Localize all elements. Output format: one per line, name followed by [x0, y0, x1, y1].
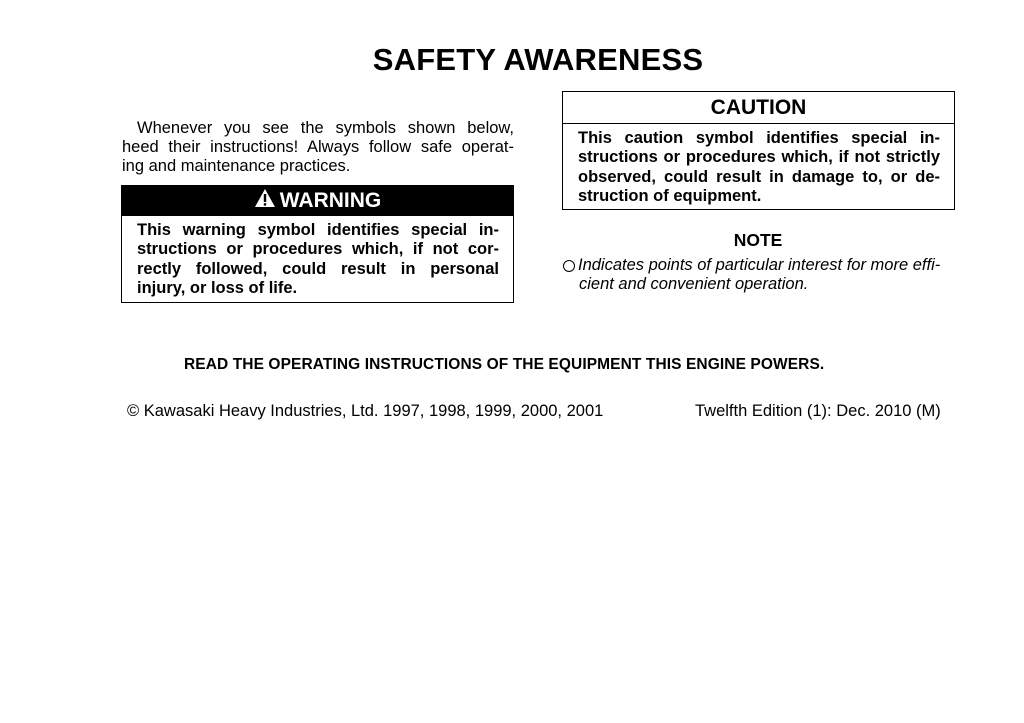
warning-line: rectly followed, could result in personal: [137, 259, 499, 278]
warning-line: This warning symbol identifies special in-: [137, 221, 499, 239]
caution-line: observed, could result in damage to, or de-: [578, 167, 940, 186]
caution-box: [562, 91, 955, 210]
note-heading: NOTE: [733, 230, 783, 250]
note-line-text: Indicates points of particular interest for more effi-: [578, 256, 941, 274]
note-line: [563, 275, 955, 294]
intro-line: heed their instructions! Always follow safe operat-: [122, 138, 514, 156]
intro-paragraph: [122, 119, 514, 176]
copyright-text: © Kawasaki Heavy Industries, Ltd. 1997, 1998, 1999, 2000, 2001: [127, 402, 604, 420]
warning-box: [121, 185, 514, 303]
note-line: [563, 256, 955, 275]
open-circle-bullet-icon: [563, 260, 575, 272]
warning-triangle-icon: [254, 188, 276, 214]
caution-line: struction of equipment.: [578, 186, 762, 205]
caution-line: structions or procedures which, if not strictly: [578, 148, 940, 167]
note-text: [563, 256, 955, 294]
operating-instructions-notice: READ THE OPERATING INSTRUCTIONS OF THE EQUIPMENT THIS ENGINE POWERS.: [184, 356, 825, 373]
note-line-text: cient and convenient operation.: [579, 275, 809, 293]
page-title: SAFETY AWARENESS: [372, 42, 704, 77]
intro-line: ing and maintenance practices.: [122, 157, 351, 175]
caution-header: CAUTION: [563, 92, 954, 124]
warning-header: [122, 186, 513, 216]
intro-line: Whenever you see the symbols shown below,: [137, 119, 514, 137]
warning-line: structions or procedures which, if not cor-: [137, 240, 499, 259]
warning-line: injury, or loss of life.: [137, 278, 298, 297]
caution-line: This caution symbol identifies special in-: [578, 129, 940, 147]
caution-text: [563, 124, 954, 206]
edition-text: Twelfth Edition (1): Dec. 2010 (M): [695, 402, 941, 420]
warning-text: [122, 216, 513, 298]
warning-heading: WARNING: [279, 189, 382, 212]
